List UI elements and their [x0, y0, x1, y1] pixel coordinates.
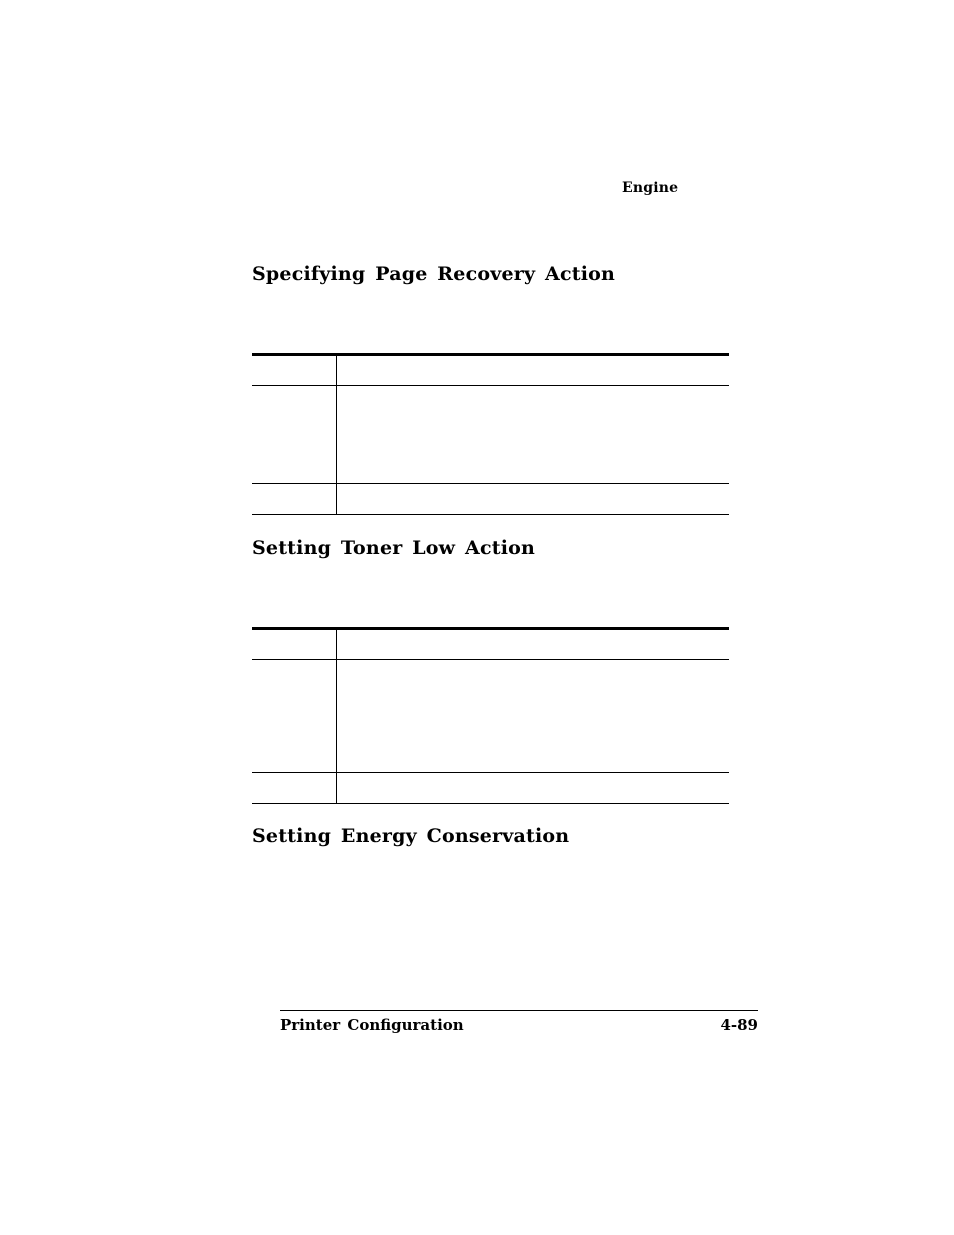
- section-heading-page-recovery: Specifying Page Recovery Action: [252, 263, 616, 285]
- table-column-divider: [336, 353, 337, 515]
- table-row-rule: [252, 385, 729, 386]
- footer-rule: [280, 1010, 758, 1011]
- table-bottom-rule: [252, 514, 729, 515]
- table-bottom-rule: [252, 803, 729, 804]
- toner-low-table: [252, 627, 729, 805]
- table-row-rule: [252, 659, 729, 660]
- table-top-rule: [252, 627, 729, 630]
- table-row-rule: [252, 772, 729, 773]
- table-row-rule: [252, 483, 729, 484]
- footer-chapter-title: Printer Configuration: [280, 1016, 464, 1034]
- section-heading-toner-low: Setting Toner Low Action: [252, 537, 536, 559]
- table-top-rule: [252, 353, 729, 356]
- table-column-divider: [336, 627, 337, 804]
- section-heading-energy-conservation: Setting Energy Conservation: [252, 825, 570, 847]
- footer-page-number: 4-89: [720, 1016, 758, 1034]
- running-head: Engine: [622, 180, 679, 196]
- page-recovery-table: [252, 353, 729, 516]
